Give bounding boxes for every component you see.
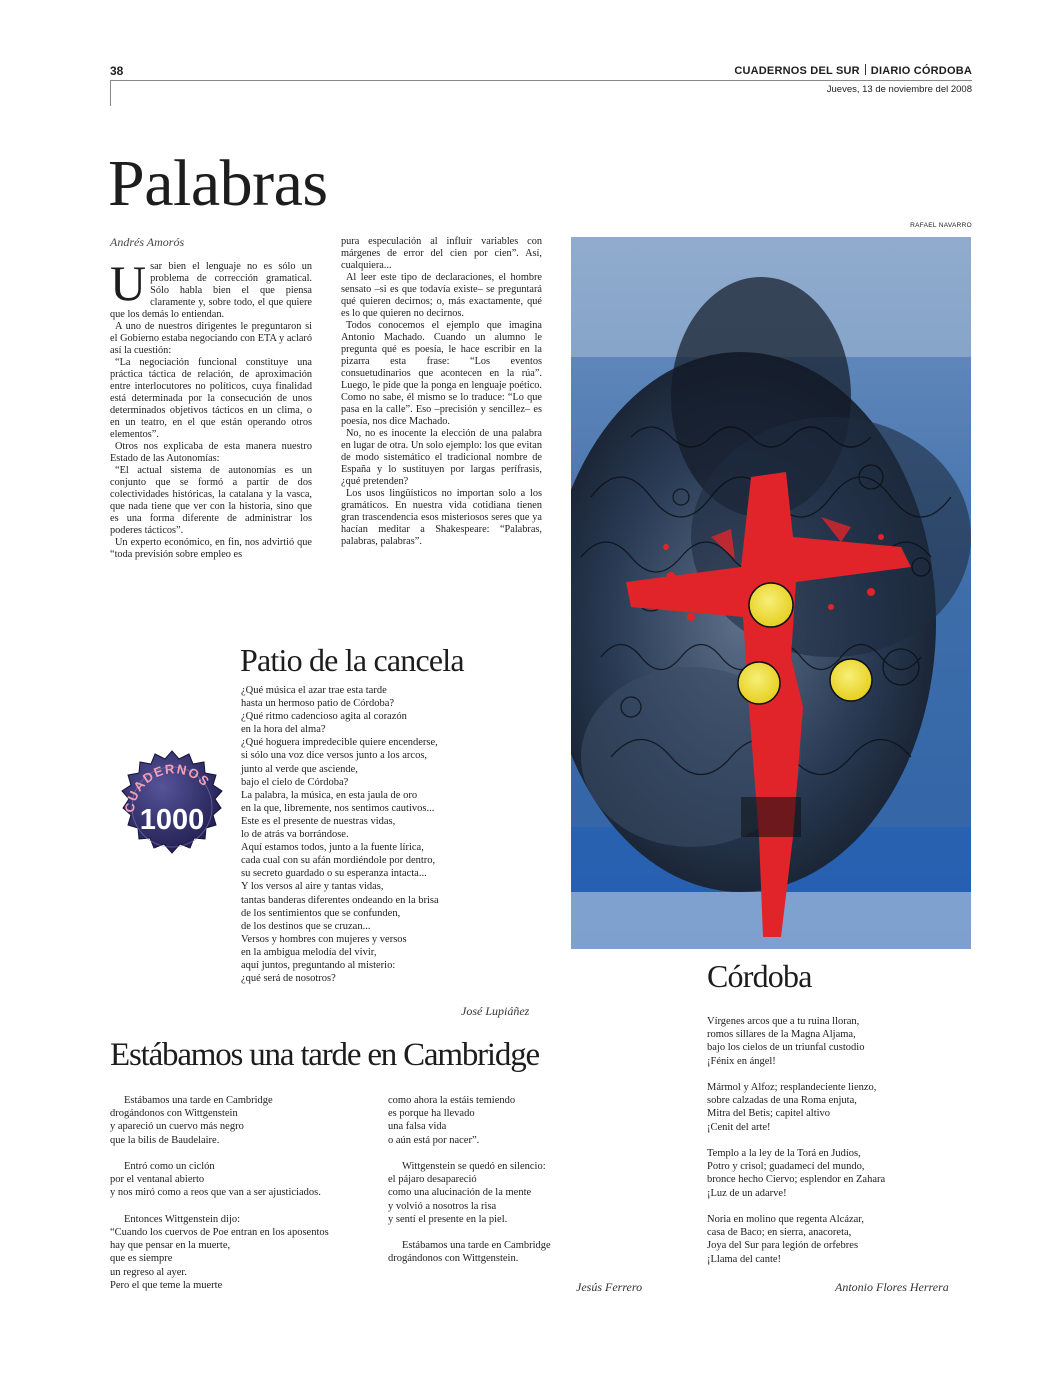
poem-title: Córdoba <box>707 958 812 994</box>
poem-line: La palabra, la música, en esta jaula de oro <box>241 789 418 801</box>
poem-line: cada cual con su afán mordiéndole por dentro, <box>241 855 436 867</box>
stanza-gap <box>110 1147 329 1160</box>
article-paragraph: Usar bien el lenguaje no es sólo un problema de corrección gramatical. Sólo habla bien el que piensa claramente y, sobre todo, el que quiere que los demás lo entiendan. <box>110 255 312 320</box>
poem-line: ¿qué será de nosotros? <box>241 973 336 985</box>
drop-cap: U <box>110 255 147 311</box>
poem-line: ¡Luz de un adarve! <box>707 1187 787 1199</box>
poem-line: lo de atrás va borrándose. <box>241 829 349 841</box>
article-paragraph: Los usos lingüísticos no importan solo a los gramáticos. En nuestra vida cotidiana tienen gran trascendencia esos misteriosos seres que ya hacían meditar a Shakespeare: “Palabras, palabras, palabras”. <box>341 488 542 547</box>
article-paragraph: “El actual sistema de autonomías es un conjunto que se formó a partir de dos colectividades históricas, la catalana y la vasca, que nada tiene que ver con la historia, sino que es una forma diferente de administrar los poderes tácticos”. <box>110 465 312 536</box>
section-header <box>734 64 972 77</box>
article-author: Andrés Amorós <box>110 235 185 249</box>
poem-line: Y los versos al aire y tantas vidas, <box>241 881 384 893</box>
poem-line: Versos y hombres con mujeres y versos <box>241 933 407 945</box>
article-paragraph: A uno de nuestros dirigentes le preguntaron si el Gobierno estaba negociando con ETA y aclaró así la cuestión: <box>110 321 312 356</box>
poem-line: Joya del Sur para legión de orfebres <box>707 1240 859 1252</box>
poem-body <box>241 684 439 985</box>
poem-line: y apareció un cuervo más negro <box>110 1121 244 1133</box>
poem-author: Antonio Flores Herrera <box>835 1280 949 1294</box>
poem-line: bronce hecho Ciervo; esplendor en Zahara <box>707 1174 886 1186</box>
poem-column-1 <box>110 1094 329 1292</box>
section-name: CUADERNOS DEL SUR <box>734 65 860 77</box>
article-paragraph: pura especulación al influir variables con márgenes de error del cien por cien”. Así, cualquiera... <box>341 236 542 271</box>
article-column-1 <box>110 255 312 561</box>
poem-line: y nos miró como a reos que van a ser ajusticiados. <box>110 1187 321 1199</box>
cuadernos-1000-badge <box>112 749 232 869</box>
poem-line: ¡Cenit del arte! <box>707 1121 771 1133</box>
article-column-2 <box>341 236 542 548</box>
poem-author: José Lupiáñez <box>461 1004 530 1018</box>
stanza-gap <box>707 1134 885 1147</box>
poem-title: Patio de la cancela <box>240 642 464 678</box>
badge-top-text: CUADERNOS <box>121 761 214 814</box>
poem-line: Templo a la ley de la Torá en Judíos, <box>707 1148 861 1159</box>
poem-line: Aquí estamos todos, junto a la fuente lírica, <box>241 842 424 854</box>
poem-line: por el ventanal abierto <box>110 1174 205 1186</box>
stanza-gap <box>707 1068 885 1081</box>
poem-line: aquí juntos, preguntando al misterio: <box>241 959 396 971</box>
stanza-gap <box>707 1200 885 1213</box>
poem-line: Wittgenstein se quedó en silencio: <box>402 1161 546 1172</box>
poem-line: ¿Qué música el azar trae esta tarde <box>241 685 387 696</box>
painting-image <box>571 237 971 949</box>
header-rule <box>110 80 972 81</box>
poem-line: Estábamos una tarde en Cambridge <box>124 1095 273 1106</box>
poem-line: su secreto guardado o su esperanza intacta... <box>241 868 427 880</box>
poem-line: ¿Qué ritmo cadencioso agita al corazón <box>241 711 407 723</box>
photo-credit: RAFAEL NAVARRO <box>910 222 972 229</box>
poem-line: en la que, libremente, nos sentimos cautivos... <box>241 802 435 814</box>
article-paragraph: Un experto económico, en fin, nos advirtió que “toda previsión sobre empleo es <box>110 537 312 560</box>
poem-line: Mármol y Alfoz; resplandeciente lienzo, <box>707 1082 877 1093</box>
article-paragraph: No, no es inocente la elección de una palabra en lugar de otra. Un solo ejemplo: los que evitan de modo sistemático el tradicional nombre de España y lo sustituyen por largas perífrasis, ¿qué pretenden? <box>341 428 542 487</box>
poem-line: bajo los cielos de un triunfal custodio <box>707 1042 865 1054</box>
poem-line: junto al verde que asciende, <box>241 763 358 775</box>
poem-line: hasta un hermoso patio de Córdoba? <box>241 698 395 710</box>
poem-line: si sólo una voz dice versos junto a los arcos, <box>241 750 428 762</box>
poem-line: Mitra del Betis; capitel altivo <box>707 1108 831 1120</box>
poem-line: que la bilis de Baudelaire. <box>110 1134 220 1146</box>
poem-line: hay que pensar en la muerte, <box>110 1240 231 1252</box>
poem-line: sobre calzadas de una Roma enjuta, <box>707 1095 857 1107</box>
stanza-gap <box>388 1226 551 1239</box>
poem-line: como una alucinación de la mente <box>388 1187 532 1199</box>
article-paragraph: Todos conocemos el ejemplo que imagina Antonio Machado. Cuando un alumno le pregunta qué es poesía, le hace escribir en la pizarra esta frase: “Los eventos consuetudinarios que acontecen en la rúa”. Luego, le pide que la ponga en lenguaje poético. Como no sabe, él mismo se lo traduce: “Lo que pasa en la calle”. Eso –precisión y sencillez– es poesía, nos dice Machado. <box>341 320 542 427</box>
poem-line: Este es el presente de nuestras vidas, <box>241 815 396 827</box>
stanza-gap <box>110 1200 329 1213</box>
poem-author: Jesús Ferrero <box>576 1280 643 1294</box>
poem-line: casa de Baco; en sierra, anacoreta, <box>707 1227 852 1239</box>
poem-line: que es siempre <box>110 1253 173 1265</box>
poem-line: Estábamos una tarde en Cambridge <box>402 1240 551 1252</box>
poem-line: en la ambigua melodía del vivir, <box>241 946 377 958</box>
article-paragraph: Otros nos explicaba de esta manera nuestro Estado de las Autonomías: <box>110 441 312 464</box>
poem-line: como ahora la estáis temiendo <box>388 1095 516 1106</box>
poem-line: Vírgenes arcos que a tu ruina lloran, <box>707 1016 860 1027</box>
poem-line: Pero el que teme la muerte <box>110 1279 223 1291</box>
poem-line: bajo el cielo de Córdoba? <box>241 776 349 788</box>
poem-line: tantas banderas diferentes ondeando en la brisa <box>241 894 439 906</box>
poem-line: Noria en molino que regenta Alcázar, <box>707 1214 865 1225</box>
poem-line: drogándonos con Wittgenstein. <box>388 1253 519 1265</box>
poem-line: un regreso al ayer. <box>110 1266 187 1278</box>
date-line: Jueves, 13 de noviembre del 2008 <box>826 84 972 95</box>
poem-line: ¡Llama del cante! <box>707 1253 782 1265</box>
poem-line: de los sentimientos que se confunden, <box>241 907 401 919</box>
poem-line: ¿Qué hoguera impredecible quiere encenderse, <box>241 737 438 749</box>
poem-line: ¡Fénix en ángel! <box>707 1055 776 1067</box>
poem-line: Entonces Wittgenstein dijo: <box>124 1213 241 1225</box>
poem-line: de los destinos que se cruzan... <box>241 920 371 932</box>
poem-line: es porque ha llevado <box>388 1108 475 1120</box>
header-divider <box>865 64 866 75</box>
poem-line: romos sillares de la Magna Aljama, <box>707 1029 856 1041</box>
poem-line: “Cuando los cuervos de Poe entran en los aposentos <box>110 1227 329 1238</box>
poem-body <box>707 1015 885 1266</box>
stanza-gap <box>388 1147 551 1160</box>
article-paragraph: Al leer este tipo de declaraciones, el hombre sensato –si es que todavía existe– se preguntará qué quieren decirnos; o, más exactamente, qué es lo que quieren no decirnos. <box>341 272 542 319</box>
badge-number: 1000 <box>139 804 205 836</box>
poem-line: el pájaro desapareció <box>388 1174 477 1186</box>
poem-line: Entró como un ciclón <box>124 1161 215 1172</box>
poem-column-2 <box>388 1094 551 1266</box>
page-number: 38 <box>110 64 124 78</box>
poem-line: Potro y crisol; guadamecí del mundo, <box>707 1161 865 1173</box>
poem-line: en la hora del alma? <box>241 724 326 736</box>
header-vertical-rule <box>110 80 111 106</box>
poem-title: Estábamos una tarde en Cambridge <box>110 1037 539 1073</box>
newspaper-name: DIARIO CÓRDOBA <box>870 65 972 77</box>
poem-line: y volvió a nosotros la risa <box>388 1200 497 1212</box>
article-title: Palabras <box>108 147 328 220</box>
article-paragraph: “La negociación funcional constituye una práctica táctica de relación, de aproximación entre interlocutores no políticos, cuya finalidad está determinada por la consecución de unos determinados objetivos tácticos en un clima, o en un teatro, en el que están operando otros elementos”. <box>110 357 312 440</box>
poem-line: o aún está por nacer”. <box>388 1134 480 1146</box>
poem-line: una falsa vida <box>388 1121 447 1133</box>
poem-line: y sentí el presente en la piel. <box>388 1213 508 1225</box>
poem-line: drogándonos con Wittgenstein <box>110 1108 238 1120</box>
